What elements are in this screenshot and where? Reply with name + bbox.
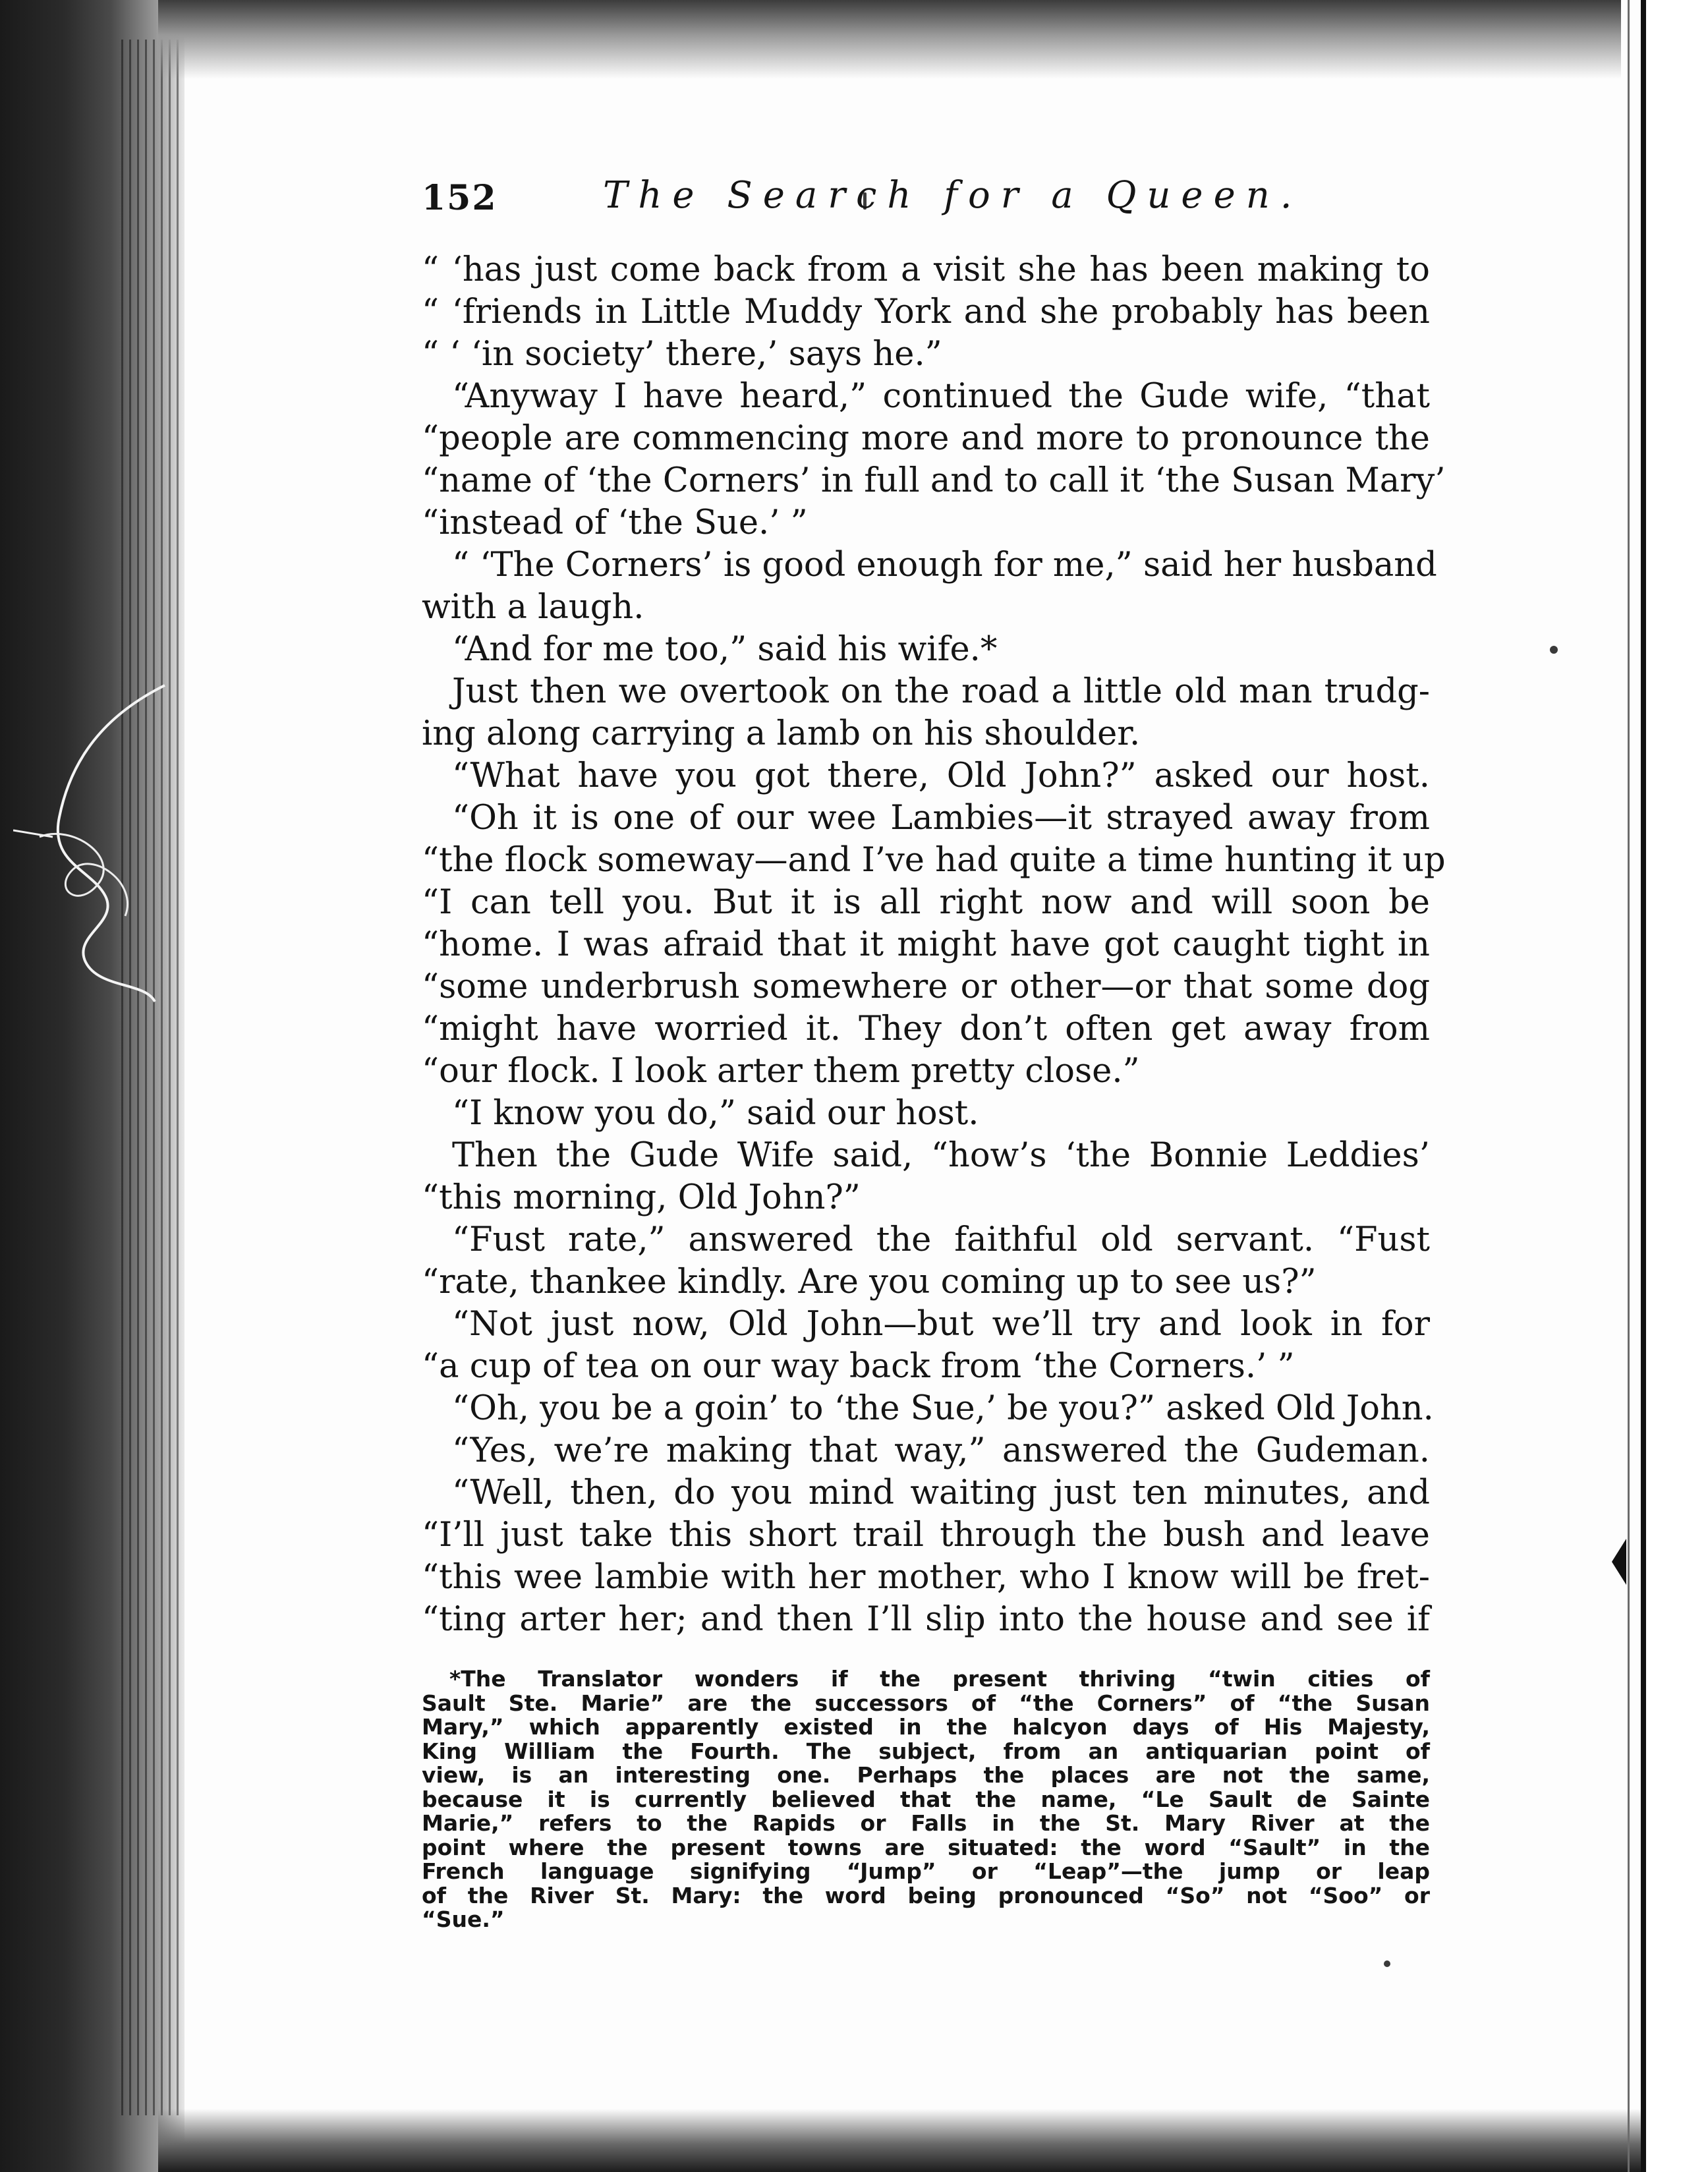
page-edges-stack: [115, 40, 181, 2115]
footnote-line: King William the Fourth. The subject, from an antiquarian point of: [422, 1738, 1430, 1764]
body-line: “ ‘has just come back from a visit she has been making to: [422, 250, 1430, 289]
body-line: “Yes, we’re making that way,” answered the Gudeman.: [452, 1431, 1430, 1470]
loose-thread-mark: [13, 672, 185, 1015]
body-line: with a laugh.: [422, 588, 644, 627]
body-line: Then the Gude Wife said, “how’s ‘the Bonnie Leddies’: [452, 1136, 1430, 1175]
facing-page-edge: [1641, 0, 1646, 2172]
body-line: “Not just now, Old John—but we’ll try and look in for: [452, 1305, 1430, 1344]
body-line: “rate, thankee kindly. Are you coming up to see us?”: [422, 1263, 1317, 1301]
footnote-line: “Sue.”: [422, 1906, 505, 1932]
body-line: “ ‘The Corners’ is good enough for me,” said her husband: [452, 546, 1437, 585]
running-title: The Search for a Queen.: [603, 174, 1303, 217]
bottom-edge-shadow: [158, 2109, 1708, 2172]
footnote-line: Marie,” refers to the Rapids or Falls in the St. Mary River at the: [422, 1810, 1430, 1836]
body-line: “ting arter her; and then I’ll slip into the house and see if: [422, 1600, 1430, 1639]
body-line: “What have you got there, Old John?” asked our host.: [452, 757, 1430, 795]
footnote: [422, 1667, 1430, 1932]
body-line: “instead of ‘the Sue.’ ”: [422, 503, 808, 542]
body-line: “people are commencing more and more to pronounce the: [422, 419, 1430, 458]
body-line: ing along carrying a lamb on his shoulder.: [422, 714, 1141, 753]
body-line: “this wee lambie with her mother, who I know will be fret-: [422, 1558, 1430, 1597]
paper-speck: [1550, 646, 1558, 654]
body-line: Just then we overtook on the road a little old man trudg-: [452, 672, 1430, 711]
body-line: “home. I was afraid that it might have got caught tight in: [422, 925, 1430, 964]
footnote-line: French language signifying “Jump” or “Leap”—the jump or leap: [422, 1858, 1430, 1884]
footnote-line: because it is currently believed that the name, “Le Sault de Sainte: [422, 1786, 1430, 1812]
page-edge-rule: [1628, 0, 1630, 2172]
body-line: “this morning, Old John?”: [422, 1178, 861, 1217]
body-line: “And for me too,” said his wife.*: [452, 630, 998, 669]
paper-speck: [1384, 1960, 1390, 1967]
text-column: [422, 174, 1446, 1932]
footnote-line: point where the present towns are situated: the word “Sault” in the: [422, 1834, 1430, 1860]
body-line: “Anyway I have heard,” continued the Gude wife, “that: [452, 377, 1430, 416]
facing-page-margin: [1642, 0, 1708, 2172]
body-line: “Oh, you be a goin’ to ‘the Sue,’ be you?” asked Old John.: [452, 1389, 1434, 1428]
body-line: “the flock someway—and I’ve had quite a time hunting it up: [422, 841, 1446, 880]
body-line: “a cup of tea on our way back from ‘the Corners.’ ”: [422, 1347, 1295, 1386]
body-line: “I know you do,” said our host.: [452, 1094, 979, 1133]
top-edge-shadow: [158, 0, 1621, 79]
footnote-line: of the River St. Mary: the word being pronounced “So” not “Soo” or: [422, 1882, 1430, 1908]
body-line: “our flock. I look arter them pretty close.”: [422, 1052, 1140, 1091]
body-line: “I’ll just take this short trail through the bush and leave: [422, 1516, 1430, 1555]
footnote-line: *The Translator wonders if the present thriving “twin cities of: [449, 1666, 1430, 1692]
body-line: “Fust rate,” answered the faithful old servant. “Fust: [452, 1220, 1430, 1259]
footnote-line: Sault Ste. Marie” are the successors of “the Corners” of “the Susan: [422, 1690, 1430, 1716]
body-line: “some underbrush somewhere or other—or that some dog: [422, 967, 1430, 1006]
body-line: “Well, then, do you mind waiting just ten minutes, and: [452, 1473, 1430, 1512]
footnote-line: view, is an interesting one. Perhaps the places are not the same,: [422, 1762, 1430, 1788]
page-edge-notch: [1608, 1539, 1626, 1585]
body-line: “Oh it is one of our wee Lambies—it strayed away from: [452, 799, 1430, 838]
body-line: “ ‘ ‘in society’ there,’ says he.”: [422, 335, 942, 374]
page-number: 152: [422, 178, 498, 218]
body-line: “ ‘friends in Little Muddy York and she probably has been: [422, 293, 1430, 331]
footnote-line: Mary,” which apparently existed in the halcyon days of His Majesty,: [422, 1714, 1430, 1740]
body-line: “might have worried it. They don’t often get away from: [422, 1010, 1430, 1048]
body-text: [422, 249, 1446, 1641]
body-line: “name of ‘the Corners’ in full and to call it ‘the Susan Mary’: [422, 461, 1446, 500]
body-line: “I can tell you. But it is all right now and will soon be: [422, 883, 1430, 922]
running-head: [422, 174, 1430, 237]
